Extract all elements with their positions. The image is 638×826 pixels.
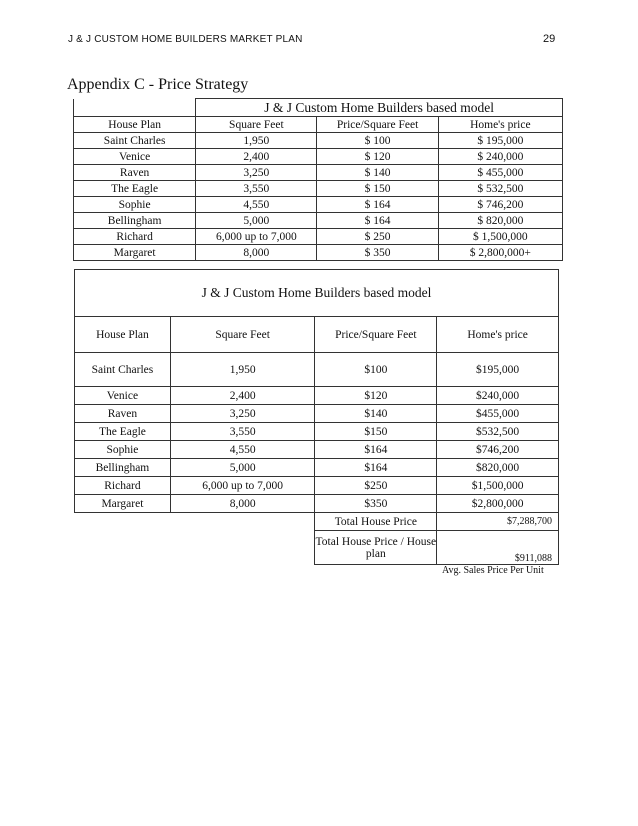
column-header: Price/Square Feet: [317, 117, 438, 133]
total-house-price-value: $7,288,700: [437, 513, 559, 531]
table-row: [74, 229, 563, 245]
price-per-sqft-cell: $ 100: [317, 133, 438, 149]
table-row: [75, 353, 559, 387]
table-row: [74, 245, 563, 261]
table1-caption: J & J Custom Home Builders based model: [196, 99, 563, 117]
table-row: [74, 181, 563, 197]
house-plan-cell: Raven: [74, 165, 196, 181]
house-plan-cell: Bellingham: [75, 459, 171, 477]
house-plan-cell: Richard: [74, 229, 196, 245]
price-per-sqft-cell: $164: [315, 459, 437, 477]
square-feet-cell: 3,250: [196, 165, 317, 181]
avg-sales-price-note: Avg. Sales Price Per Unit: [442, 565, 544, 576]
table-row: [75, 405, 559, 423]
square-feet-cell: 5,000: [196, 213, 317, 229]
home-price-cell: $240,000: [437, 387, 559, 405]
page-number: 29: [543, 33, 556, 45]
column-header: Price/Square Feet: [315, 317, 437, 353]
home-price-cell: $ 240,000: [438, 149, 562, 165]
price-per-sqft-cell: $140: [315, 405, 437, 423]
house-plan-cell: Raven: [75, 405, 171, 423]
blank-cell: [74, 99, 196, 117]
empty-cell: [170, 513, 315, 531]
running-header: J & J CUSTOM HOME BUILDERS MARKET PLAN: [68, 34, 303, 45]
home-price-cell: $532,500: [437, 423, 559, 441]
square-feet-cell: 5,000: [170, 459, 315, 477]
price-per-sqft-cell: $ 150: [317, 181, 438, 197]
table-row: [74, 149, 563, 165]
price-per-sqft-cell: $100: [315, 353, 437, 387]
price-per-sqft-cell: $ 164: [317, 213, 438, 229]
home-price-cell: $ 2,800,000+: [438, 245, 562, 261]
price-per-sqft-cell: $120: [315, 387, 437, 405]
price-per-sqft-cell: $ 164: [317, 197, 438, 213]
house-plan-cell: Sophie: [74, 197, 196, 213]
table-row: [74, 213, 563, 229]
house-plan-cell: The Eagle: [75, 423, 171, 441]
house-plan-cell: Sophie: [75, 441, 171, 459]
home-price-cell: $455,000: [437, 405, 559, 423]
square-feet-cell: 4,550: [170, 441, 315, 459]
home-price-cell: $ 195,000: [438, 133, 562, 149]
home-price-cell: $ 746,200: [438, 197, 562, 213]
home-price-cell: $ 1,500,000: [438, 229, 562, 245]
table-row: [74, 197, 563, 213]
square-feet-cell: 8,000: [196, 245, 317, 261]
table-row: [75, 459, 559, 477]
house-plan-cell: Bellingham: [74, 213, 196, 229]
price-per-sqft-cell: $ 350: [317, 245, 438, 261]
price-per-sqft-cell: $164: [315, 441, 437, 459]
square-feet-cell: 1,950: [170, 353, 315, 387]
square-feet-cell: 8,000: [170, 495, 315, 513]
table-row: [74, 133, 563, 149]
column-header: Home's price: [438, 117, 562, 133]
price-per-sqft-cell: $ 250: [317, 229, 438, 245]
total-per-plan-value: $911,088: [437, 531, 559, 565]
price-per-sqft-cell: $ 120: [317, 149, 438, 165]
table-row: [75, 387, 559, 405]
home-price-cell: $746,200: [437, 441, 559, 459]
empty-cell: [75, 513, 171, 531]
price-table-1: [73, 98, 563, 261]
home-price-cell: $ 455,000: [438, 165, 562, 181]
table2-caption: J & J Custom Home Builders based model: [75, 270, 559, 317]
appendix-title: Appendix C - Price Strategy: [67, 76, 249, 93]
price-per-sqft-cell: $250: [315, 477, 437, 495]
house-plan-cell: Venice: [74, 149, 196, 165]
price-per-sqft-cell: $350: [315, 495, 437, 513]
house-plan-cell: Richard: [75, 477, 171, 495]
column-header: Home's price: [437, 317, 559, 353]
table-row: [75, 477, 559, 495]
home-price-cell: $2,800,000: [437, 495, 559, 513]
square-feet-cell: 3,250: [170, 405, 315, 423]
house-plan-cell: Margaret: [74, 245, 196, 261]
house-plan-cell: Saint Charles: [74, 133, 196, 149]
total-per-plan-label: Total House Price / House plan: [315, 531, 437, 565]
total-house-price-label: Total House Price: [315, 513, 437, 531]
house-plan-cell: The Eagle: [74, 181, 196, 197]
column-header: Square Feet: [170, 317, 315, 353]
square-feet-cell: 2,400: [170, 387, 315, 405]
square-feet-cell: 2,400: [196, 149, 317, 165]
column-header: Square Feet: [196, 117, 317, 133]
home-price-cell: $820,000: [437, 459, 559, 477]
empty-cell: [75, 531, 171, 565]
house-plan-cell: Margaret: [75, 495, 171, 513]
column-header: House Plan: [75, 317, 171, 353]
home-price-cell: $ 820,000: [438, 213, 562, 229]
square-feet-cell: 1,950: [196, 133, 317, 149]
square-feet-cell: 6,000 up to 7,000: [170, 477, 315, 495]
house-plan-cell: Saint Charles: [75, 353, 171, 387]
price-per-sqft-cell: $150: [315, 423, 437, 441]
home-price-cell: $1,500,000: [437, 477, 559, 495]
table-row: [75, 423, 559, 441]
price-table-2: [74, 269, 559, 565]
table-row: [74, 165, 563, 181]
square-feet-cell: 4,550: [196, 197, 317, 213]
table-row: [75, 495, 559, 513]
square-feet-cell: 6,000 up to 7,000: [196, 229, 317, 245]
table-row: [75, 441, 559, 459]
square-feet-cell: 3,550: [170, 423, 315, 441]
column-header: House Plan: [74, 117, 196, 133]
square-feet-cell: 3,550: [196, 181, 317, 197]
home-price-cell: $ 532,500: [438, 181, 562, 197]
empty-cell: [170, 531, 315, 565]
house-plan-cell: Venice: [75, 387, 171, 405]
home-price-cell: $195,000: [437, 353, 559, 387]
price-per-sqft-cell: $ 140: [317, 165, 438, 181]
